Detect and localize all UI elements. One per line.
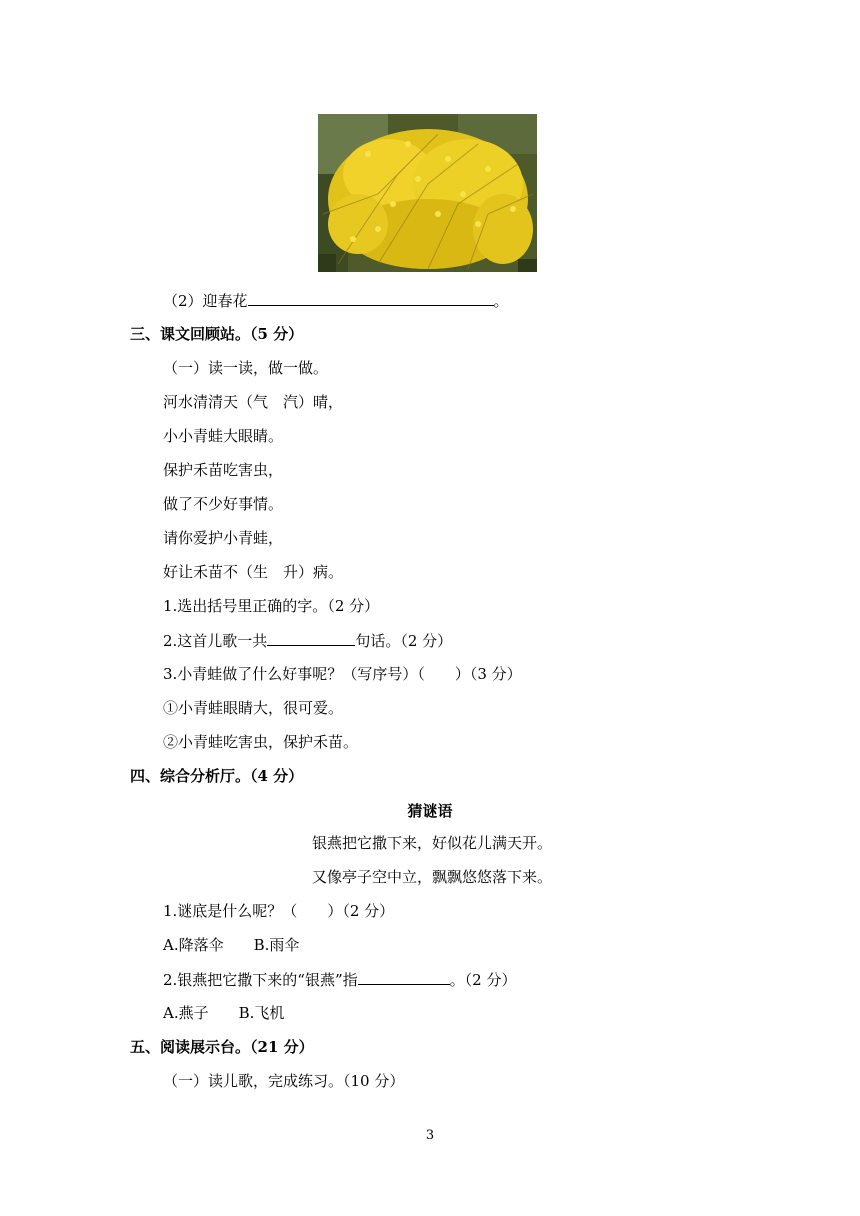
- section4-heading: 四、综合分析厅。（4 分）: [130, 767, 304, 785]
- section3-option-1: ①小青蛙眼睛大，很可爱。: [163, 699, 344, 717]
- section4-question-2-suffix: 。（2 分）: [449, 971, 517, 989]
- poem-line: 小小青蛙大眼睛。: [163, 427, 284, 445]
- section4-question-2-options: A.燕子 B.飞机: [163, 1004, 285, 1022]
- section5-heading: 五、阅读展示台。（21 分）: [130, 1038, 314, 1056]
- section3-subheading: （一）读一读，做一做。: [163, 359, 329, 377]
- riddle-line: 又像亭子空中立，飘飘悠悠落下来。: [312, 868, 553, 886]
- answer-blank-yinyan[interactable]: [358, 969, 450, 985]
- section3-question-3: 3.小青蛙做了什么好事呢？（写序号）（ ）（3 分）: [163, 665, 522, 683]
- question-forsythia-prefix: （2）迎春花: [163, 292, 248, 310]
- poem-line: 请你爱护小青蛙，: [163, 529, 284, 547]
- section4-question-2: [163, 969, 516, 990]
- section3-heading: 三、课文回顾站。（5 分）: [130, 325, 304, 343]
- poem-line: 好让禾苗不（生 升）病。: [163, 563, 344, 581]
- riddle-line: 银燕把它撒下来，好似花儿满天开。: [312, 834, 553, 852]
- page-number: 3: [425, 1128, 435, 1143]
- answer-blank-sentence-count[interactable]: [267, 630, 355, 646]
- section3-option-2: ②小青蛙吃害虫，保护禾苗。: [163, 733, 359, 751]
- riddle-title: 猜谜语: [407, 802, 453, 820]
- poem-line: 保护禾苗吃害虫，: [163, 461, 284, 479]
- section3-question-2-prefix: 2.这首儿歌一共: [163, 632, 268, 650]
- section3-question-1: 1.选出括号里正确的字。（2 分）: [163, 597, 380, 615]
- section5-subheading: （一）读儿歌，完成练习。（10 分）: [163, 1072, 405, 1090]
- question-forsythia: [163, 290, 509, 311]
- poem-line: 河水清清天（气 汽）晴，: [163, 393, 344, 411]
- question-forsythia-suffix: 。: [493, 292, 509, 310]
- forsythia-photo: [318, 114, 537, 272]
- poem-line: 做了不少好事情。: [163, 495, 284, 513]
- section4-question-2-prefix: 2.银燕把它撒下来的“银燕”指: [163, 971, 358, 989]
- answer-blank-forsythia[interactable]: [248, 290, 494, 306]
- section4-question-1: 1.谜底是什么呢？（ ）（2 分）: [163, 902, 395, 920]
- section4-question-1-options: A.降落伞 B.雨伞: [163, 936, 300, 954]
- section3-question-2-suffix: 句话。（2 分）: [355, 632, 453, 650]
- section3-question-2: [163, 630, 452, 651]
